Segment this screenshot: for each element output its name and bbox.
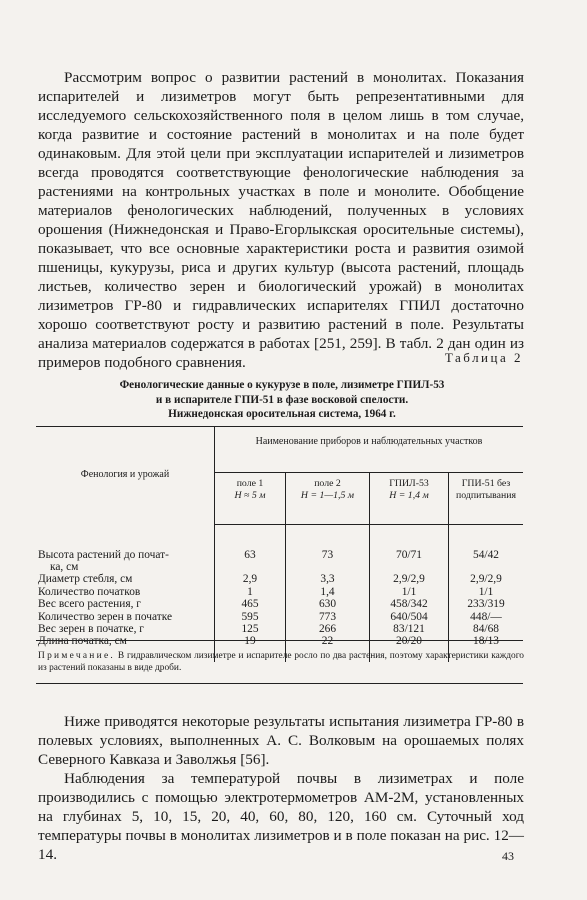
header-gpil-53 [370,473,449,525]
note-bottom-rule [36,683,523,684]
cell-value: 83/121 [370,623,449,635]
row-label: Количество зерен в початке [38,610,173,623]
cell-value: 630 [286,598,370,610]
cell-value: 1 [215,586,286,598]
table-row [36,573,523,585]
table-row [36,623,523,635]
row-label: Количество початков [38,585,141,598]
cell-value: 19 [215,635,286,661]
cell-value: 1/1 [449,586,524,598]
paragraph-lysimeter-tests: Ниже приводятся некоторые результаты испытания лизиметра ГР-80 в полевых условиях, выполненных А. С. Волковым на орошаемых полях Северного Кавказа и Заволжья [56]. [38,713,524,768]
column-subtitle: подпитывания [455,489,517,501]
table-number-label: Таблица 2 [444,350,523,365]
cell-value: 595 [215,611,286,623]
caption-line: и в испарителе ГПИ-51 в фазе восковой спелости. [155,393,409,406]
caption-line: Нижнедонская оросительная система, 1964 г. [168,408,396,420]
paragraph-soil-temperature: Наблюдения за температурой почвы в лизиметрах и поле производились с помощью электротермометров АМ-2М, установленных на глубинах 5, 10, 15, 20, 40, 60, 80, 120, 160 см. Суточный ход температуры почвы в монолитах лизиметров и в поле показан на рис. 12—14. [38,770,524,863]
note-text: В гидравлическом лизиметре и испарителе росло по два растения, поэтому характеристики каждого из растений показаны в виде дроби. [38,651,524,673]
note-lead: Примечание. [38,651,116,661]
cell-value: 266 [286,623,370,635]
phenology-table [36,426,523,662]
table-row [36,611,523,623]
table-row [36,598,523,610]
row-label: Диаметр стебля, см [38,573,133,586]
header-gpi-51 [449,473,524,525]
cell-value: 125 [215,623,286,635]
cell-value: 640/504 [370,611,449,623]
table-row [36,525,523,574]
column-title: поле 2 [314,478,341,489]
cell-value: 458/342 [370,598,449,610]
table-caption [40,378,524,422]
page-number: 43 [502,849,514,863]
cell-value: 70/71 [370,525,449,574]
cell-value: 18/13 [449,635,524,661]
cell-value: 73 [286,525,370,574]
column-subtitle: Н = 1,4 м [389,489,429,501]
cell-value: 1/1 [370,586,449,598]
row-label: Длина початка, см [38,635,127,648]
cell-value: 84/68 [449,623,524,635]
cell-value: 465 [215,598,286,610]
row-label-part: ка, см [50,560,79,573]
cell-value: 2,9 [215,573,286,585]
cell-value: 54/42 [449,525,524,574]
table-bottom-rule [36,640,523,641]
table-row [36,586,523,598]
row-label: Вес всего растения, г [38,598,141,611]
table-note [38,651,524,674]
cell-value: 20/20 [370,635,449,661]
cell-value: 2,9/2,9 [449,573,524,585]
row-label: Вес зерен в початке, г [38,622,144,635]
cell-value: 22 [286,635,370,661]
cell-value: 448/— [449,611,524,623]
row-label [36,525,215,574]
cell-value: 2,9/2,9 [370,573,449,585]
column-title: ГПИ-51 без [461,478,511,489]
cell-value: 773 [286,611,370,623]
column-subtitle: Н ≈ 5 м [234,489,266,501]
column-title: ГПИЛ-53 [389,478,429,489]
header-field-2 [286,473,370,525]
header-field-1 [215,473,286,525]
column-title: поле 1 [236,478,264,489]
cell-value: 1,4 [286,586,370,598]
header-instruments: Наименование приборов и наблюдательных участков [215,426,524,473]
header-phenology: Фенология и урожай [80,469,170,481]
cell-value: 233/319 [449,598,524,610]
column-subtitle: Н = 1—1,5 м [300,489,355,501]
cell-value: 63 [215,525,286,574]
paragraph-intro: Рассмотрим вопрос о развитии растений в монолитах. Показания испарителей и лизиметров могут быть репрезентативными для исследуемого сельскохозяйственного поля в целом лишь в том случае, когда развитие и состояние растений в монолитах и на поле будет одинаковым. Для этой цели при эксплуатации испарителей и лизиметров всегда проводятся соответствующие фенологические наблюдения за растениями на контрольных участках в поле и монолите. Обобщение материалов фенологических наблюдений, полученных в условиях орошения (Нижнедонская и Право-Егорлыкская оросительные системы), показывает, что все основные характеристики роста и развития озимой пшеницы, кукурузы, риса и других культур (высота растений, площадь листьев, количество зерен и биологический урожай) в монолитах лизиметров ГР-80 и гидравлических испарителях ГПИЛ достаточно хорошо соответствуют росту и развитию растений в поле. Результаты анализа материалов содержатся в работах [251, 259]. В табл. 2 дан один из примеров подобного сравнения. [38,69,524,371]
cell-value: 3,3 [286,573,370,585]
row-label-part: Высота растений до почат- [38,548,169,561]
caption-line: Фенологические данные о кукурузе в поле, лизиметре ГПИЛ-53 [119,379,445,391]
